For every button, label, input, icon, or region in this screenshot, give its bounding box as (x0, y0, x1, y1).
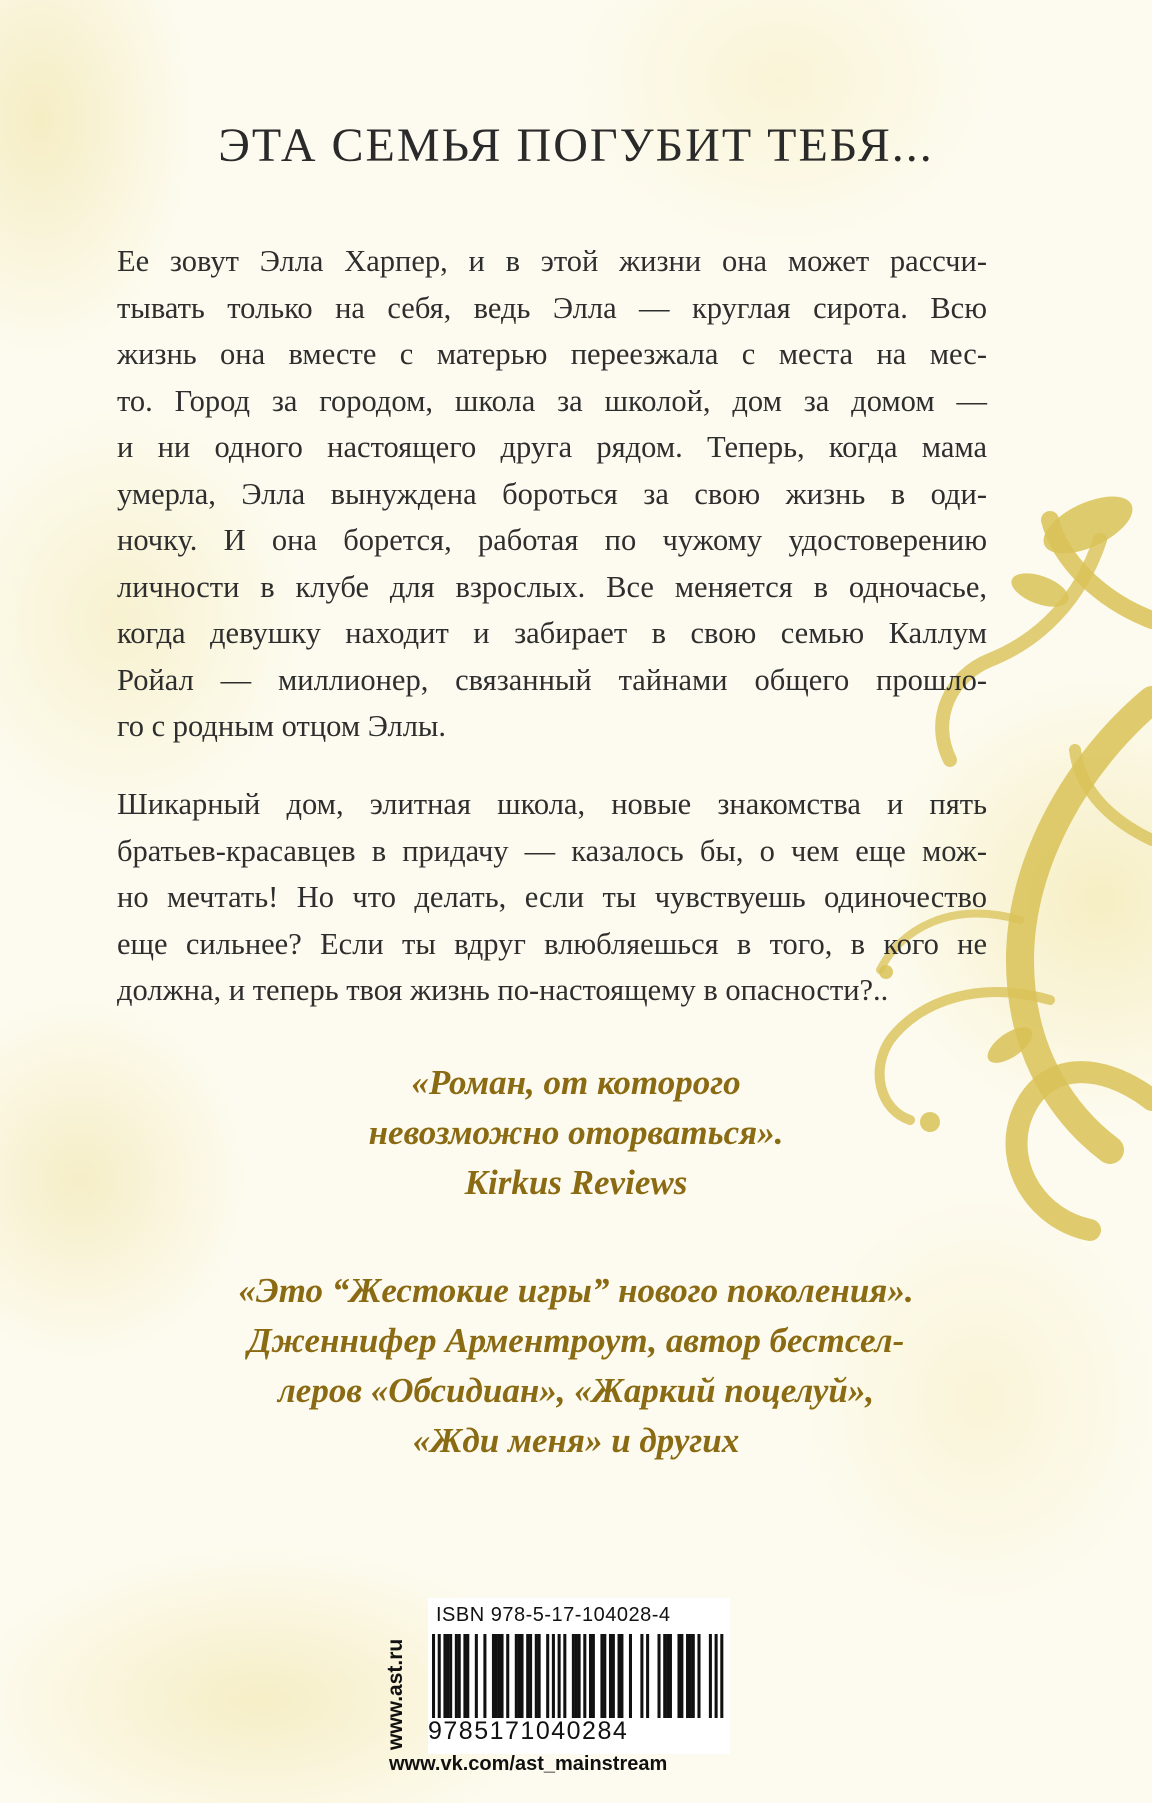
barcode-bar (498, 1634, 501, 1718)
barcode-bar (663, 1634, 666, 1718)
barcode-bar (563, 1634, 566, 1718)
barcode-bar (506, 1634, 509, 1718)
barcode-bar (609, 1634, 612, 1718)
barcode-bar (518, 1634, 521, 1718)
barcode-bar (501, 1634, 504, 1718)
barcode-bar (697, 1634, 700, 1718)
barcode-bar (495, 1634, 498, 1718)
barcode-bar (515, 1634, 518, 1718)
barcode-bar (709, 1634, 712, 1718)
headline: ЭТА СЕМЬЯ ПОГУБИТ ТЕБЯ... (218, 119, 934, 172)
isbn-label: ISBN 978-5-17-104028-4 (436, 1604, 671, 1626)
text-line: но мечтать! Но что делать, если ты чувствуешь одиночество (117, 880, 987, 914)
text-line: тывать только на себя, ведь Элла — круглая сирота. Всю (117, 290, 987, 325)
quote-line: леров «Обсидиан», «Жаркий поцелуй», (277, 1371, 875, 1410)
barcode-bar (449, 1634, 452, 1718)
review-quote-1 (0, 1058, 1152, 1208)
synopsis-paragraph-1 (117, 238, 987, 750)
text-line: должна, и теперь твоя жизнь по-настоящему в опасности?.. (117, 973, 889, 1007)
barcode-bar (715, 1634, 718, 1718)
barcode-bar (558, 1634, 561, 1718)
text-line: жизнь она вместе с матерью переезжала с места на мес- (117, 337, 987, 371)
quote-line: «Это “Жестокие игры” нового поколения». (238, 1271, 914, 1310)
text-line: то. Город за городом, школа за школой, дом за домом — (117, 383, 987, 418)
barcode-bar (620, 1634, 623, 1718)
barcode-bar (669, 1634, 672, 1718)
barcode-bar (720, 1634, 723, 1718)
barcode-bar (600, 1634, 603, 1718)
barcode-bar (677, 1634, 680, 1718)
barcode-bar (686, 1634, 689, 1718)
barcode-bar (680, 1634, 683, 1718)
barcode-bar (535, 1634, 538, 1718)
barcode-bar (572, 1634, 575, 1718)
barcode-bar (589, 1634, 592, 1718)
barcode-bar (529, 1634, 532, 1718)
text-line: Ройал — миллионер, связанный тайнами общего прошло- (117, 662, 987, 697)
barcode-bar (629, 1634, 632, 1718)
barcode-bar (640, 1634, 643, 1718)
barcode-bar (455, 1634, 458, 1718)
barcode-bar (612, 1634, 615, 1718)
barcode (432, 1634, 726, 1718)
text-line: личности в клубе для взрослых. Все меняется в одночасье, (117, 569, 987, 604)
barcode-bar (689, 1634, 692, 1718)
text-line: и ни одного настоящего друга рядом. Теперь, когда мама (117, 430, 987, 464)
synopsis-paragraph-2 (117, 781, 987, 1014)
barcode-bar (692, 1634, 695, 1718)
text-line: Шикарный дом, элитная школа, новые знакомства и пять (117, 787, 987, 821)
barcode-bar (520, 1634, 523, 1718)
text-line: Ее зовут Элла Харпер, и в этой жизни она может рассчи- (117, 244, 987, 278)
barcode-bar (466, 1634, 469, 1718)
barcode-bar (575, 1634, 578, 1718)
barcode-bar (432, 1634, 435, 1718)
barcode-bar (552, 1634, 555, 1718)
quote-source: Kirkus Reviews (464, 1163, 688, 1202)
barcode-bar (446, 1634, 449, 1718)
barcode-bar (475, 1634, 478, 1718)
quote-line: «Жди меня» и других (412, 1421, 740, 1460)
barcode-bar (526, 1634, 529, 1718)
quote-line: Дженнифер Арментроут, автор бестсел- (247, 1321, 905, 1360)
barcode-bar (458, 1634, 461, 1718)
barcode-bar (492, 1634, 495, 1718)
quote-line: невозможно оторваться». (368, 1113, 784, 1152)
text-line: братьев-красавцев в придачу — казалось бы, о чем еще мож- (117, 833, 987, 868)
review-quote-2 (0, 1266, 1152, 1466)
barcode-bar (603, 1634, 606, 1718)
text-line: когда девушку находит и забирает в свою семью Каллум (117, 616, 987, 650)
barcode-bar (618, 1634, 621, 1718)
text-line: умерла, Элла вынуждена бороться за свою жизнь в оди- (117, 476, 987, 511)
barcode-bar (666, 1634, 669, 1718)
barcode-digits: 9785171040284 (428, 1717, 629, 1745)
text-line: еще сильнее? Если ты вдруг влюбляешься в того, в кого не (117, 926, 987, 961)
barcode-bar (583, 1634, 586, 1718)
barcode-bar (592, 1634, 595, 1718)
barcode-bar (538, 1634, 541, 1718)
barcode-bar (463, 1634, 466, 1718)
vk-link: www.vk.com/ast_mainstream (389, 1753, 668, 1775)
text-line: ночку. И она борется, работая по чужому удостоверению (117, 523, 987, 557)
barcode-bar (658, 1634, 661, 1718)
barcode-bar (438, 1634, 441, 1718)
barcode-bar (546, 1634, 549, 1718)
text-line: го с родным отцом Эллы. (117, 709, 447, 743)
quote-line: «Роман, от которого (411, 1063, 741, 1102)
barcode-bar (578, 1634, 581, 1718)
barcode-bar (443, 1634, 446, 1718)
barcode-bar (483, 1634, 486, 1718)
barcode-bar (646, 1634, 649, 1718)
publisher-website: www.ast.ru (384, 1638, 407, 1750)
